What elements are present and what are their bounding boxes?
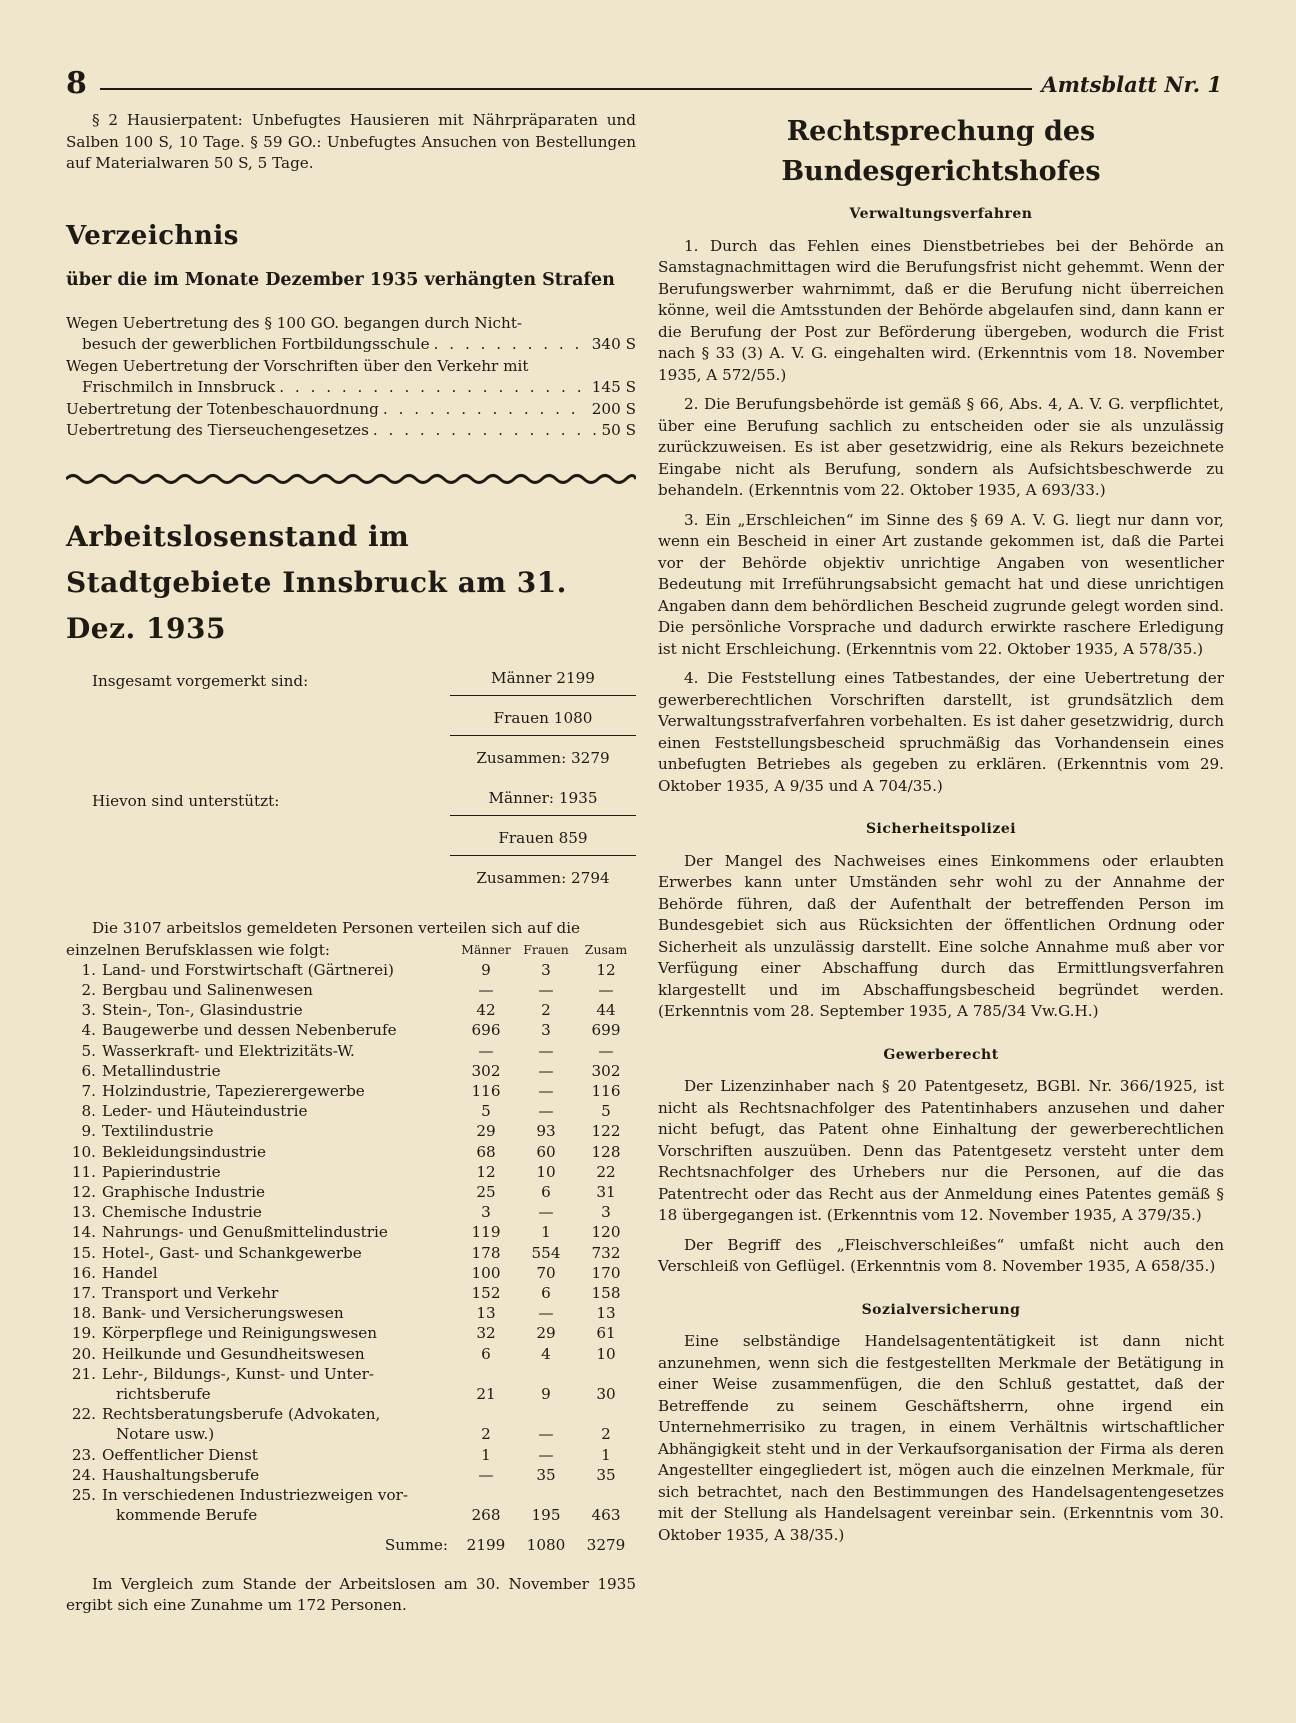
occupation-name: Chemische Industrie [102, 1203, 262, 1222]
women-value: 195 [531, 1506, 561, 1525]
table-row [66, 1081, 636, 1101]
sum-men: 2199 [466, 1536, 506, 1555]
occupation-name: Haushaltungsberufe [102, 1465, 260, 1484]
row-number: 21. [71, 1364, 96, 1383]
sum-total: 3279 [586, 1536, 626, 1555]
header-rule [100, 88, 1032, 90]
row-number: 18. [71, 1304, 96, 1323]
table-row [66, 1202, 636, 1222]
table-row [66, 1121, 636, 1141]
supported-women: Frauen 859 [450, 828, 636, 857]
table-row [66, 1384, 636, 1404]
men-value: 2 [481, 1425, 491, 1444]
men-value: 100 [471, 1263, 501, 1282]
occupation-name: Transport und Verkehr [102, 1283, 279, 1302]
supported-label: Hievon sind unterstützt: [92, 792, 280, 811]
occupation-name: Leder- und Häuteindustrie [102, 1102, 308, 1121]
total-value: 3 [601, 1203, 611, 1222]
total-value: 2 [601, 1425, 611, 1444]
table-row [66, 960, 636, 980]
row-number: 5. [81, 1041, 96, 1060]
row-number: 16. [71, 1263, 96, 1282]
table-row [66, 1263, 636, 1283]
fine-text: Uebertretung des Tierseuchengesetzes [66, 421, 369, 439]
men-value: 6 [481, 1344, 491, 1363]
women-value: 1 [541, 1223, 551, 1242]
total-value: 158 [591, 1283, 621, 1302]
total-value: 13 [596, 1304, 616, 1323]
row-number: 14. [71, 1223, 96, 1242]
row-number: 11. [71, 1162, 96, 1181]
women-value: 3 [541, 1021, 551, 1040]
occupation-name: Textilindustrie [102, 1122, 214, 1141]
women-value: 35 [536, 1465, 556, 1484]
occupation-name: Wasserkraft- und Elektrizitäts-W. [102, 1041, 355, 1060]
section-heading: Sozialversicherung [861, 1301, 1021, 1318]
total-value: 120 [591, 1223, 621, 1242]
occupation-name: Bank- und Versicherungswesen [102, 1304, 344, 1323]
unemployment-title-line2: Stadtgebiete Innsbruck am 31. Dez. 1935 [66, 566, 567, 645]
occupation-name: Stein-, Ton-, Glasindustrie [102, 1001, 303, 1020]
women-value: — [538, 1203, 554, 1222]
right-column [658, 110, 1224, 1546]
fine-value: 145 S [591, 378, 636, 396]
occupation-name-cont: richtsberufe [116, 1384, 211, 1403]
total-value: 732 [591, 1243, 621, 1262]
table-row [66, 1162, 636, 1182]
row-number: 23. [71, 1445, 96, 1464]
occupation-name: In verschiedenen Industriezweigen vor- [102, 1485, 409, 1504]
occupation-name: Bekleidungsindustrie [102, 1142, 266, 1161]
ruling-paragraph: 2. Die Berufungsbehörde ist gemäß § 66, Abs. 4, A. V. G. verpflichtet, über eine Berufung sachlich zu entscheiden oder sie als unzulässig zurückzuweisen. Es ist aber gesetzwidrig, eine als Rekurs bezeichnete Eingabe nicht als Berufung, sondern als Aufsichtsbeschwerde zu behandeln. (Erkenntnis vom 22. Oktober 1935, A 693/33.) [658, 395, 1224, 499]
fine-item [66, 313, 636, 356]
table-row [66, 1505, 636, 1525]
table-row [66, 1465, 636, 1485]
table-row [66, 1182, 636, 1202]
row-number: 9. [81, 1122, 96, 1141]
ruling-paragraph: Der Lizenzinhaber nach § 20 Patentgesetz, BGBl. Nr. 366/1925, ist nicht als Rechtsnachfolger des Patentinhabers anzusehen und daher nicht befugt, das Patent ohne Einhaltung der gewerberechtlichen Vorschriften auszuüben. Denn das Patentgesetz versteht unter dem Rechtsnachfolger des Urhebers nur die Personen, auf die das Patentrecht oder das Recht aus der Anmeldung eines Patentes gemäß § 18 übergegangen ist. (Erkenntnis vom 12. November 1935, A 379/35.) [658, 1077, 1224, 1224]
table-row [66, 1404, 636, 1424]
fines-list [66, 313, 636, 442]
row-number: 15. [71, 1243, 96, 1262]
total-value: — [598, 980, 614, 999]
table-row [66, 1424, 636, 1444]
women-value: — [538, 1102, 554, 1121]
women-value: — [538, 1304, 554, 1323]
men-value: 13 [476, 1304, 496, 1323]
women-value: — [538, 1445, 554, 1464]
total-value: 35 [596, 1465, 616, 1484]
table-row [66, 1445, 636, 1465]
fine-value: 200 S [591, 399, 636, 418]
total-value: 1 [601, 1445, 611, 1464]
row-number: 3. [81, 1001, 96, 1020]
verzeichnis-title: Verzeichnis [66, 220, 239, 251]
women-value: 60 [536, 1142, 556, 1161]
occupation-rows [66, 960, 636, 1526]
row-number: 12. [71, 1182, 96, 1201]
row-number: 13. [71, 1203, 96, 1222]
verzeichnis-subtitle: über die im Monate Dezember 1935 verhängten Strafen [66, 269, 615, 290]
fine-value: 50 S [601, 421, 636, 439]
dot-leader [434, 334, 588, 356]
men-value: 1 [481, 1445, 491, 1464]
occupation-intro-line2: einzelnen Berufsklassen wie folgt: [66, 940, 330, 959]
men-value: 152 [471, 1283, 501, 1302]
table-row [66, 1061, 636, 1081]
row-number: 17. [71, 1283, 96, 1302]
men-value: 302 [471, 1061, 501, 1080]
occupation-name: Papierindustrie [102, 1162, 221, 1181]
men-value: 68 [476, 1142, 496, 1161]
page-header [66, 66, 1222, 106]
table-row [66, 1283, 636, 1303]
fine-text: Uebertretung der Totenbeschauordnung [66, 399, 379, 418]
ruling-paragraph: Eine selbständige Handelsagententätigkeit ist dann nicht anzunehmen, wenn sich die festgestellten Merkmale der Betätigung in einer Weise zusammenfügen, die den Schluß gestattet, daß der Betreffende zu seinem Geschäftsherrn, ohne irgend ein Unternehmerrisiko zu tragen, in einem Verhältnis wirtschaftlicher Abhängigkeit steht und in der Verkaufsorganisation der Firma als deren Angestellter eingegliedert ist, mögen auch die einzelnen Merkmale, für sich betrachtet, nach den Bestimmungen des Handelsagentengesetzes mit der Stellung als Handelsagent vereinbar sein. (Erkenntnis vom 30. Oktober 1935, A 38/35.) [658, 1332, 1224, 1544]
unemployment-title-line1: Arbeitslosenstand im [66, 520, 410, 553]
sum-label: Summe: [384, 1536, 448, 1555]
men-value: — [478, 1465, 494, 1484]
row-number: 20. [71, 1344, 96, 1363]
ruling-paragraph: Der Mangel des Nachweises eines Einkommens oder erlaubten Erwerbes kann unter Umständen sehr wohl zu der Annahme der Behörde führen, daß der Aufenthalt der betreffenden Person im Bundesgebiet sich aus Rücksichten der öffentlichen Ordnung oder Sicherheit als unzulässig darstellt. Eine solche Annahme muß aber vor Verfügung einer Abschaffung durch das Ermittlungsverfahren klargestellt und im Abschaffungsbescheid begründet werden. (Erkenntnis vom 28. September 1935, A 785/34 Vw.G.H.) [658, 851, 1224, 1020]
dot-leader [383, 399, 588, 421]
total-value: 61 [596, 1324, 616, 1343]
men-value: 42 [476, 1001, 496, 1020]
row-number: 8. [81, 1102, 96, 1121]
row-number: 7. [81, 1081, 96, 1100]
women-value: — [538, 1081, 554, 1100]
men-value: 29 [476, 1122, 496, 1141]
women-value: — [538, 1041, 554, 1060]
sum-women: 1080 [526, 1536, 566, 1555]
occupation-name: Körperpflege und Reinigungswesen [102, 1324, 378, 1343]
row-number: 2. [81, 980, 96, 999]
women-value: 29 [536, 1324, 556, 1343]
total-value: 10 [596, 1344, 616, 1363]
table-row [66, 1344, 636, 1364]
sum-row [66, 1525, 636, 1555]
total-value: 44 [596, 1001, 616, 1020]
occupation-name: Land- und Forstwirtschaft (Gärtnerei) [102, 960, 394, 979]
table-row [66, 1364, 636, 1384]
total-value: 22 [596, 1162, 616, 1181]
men-value: 5 [481, 1102, 491, 1121]
men-value: 12 [476, 1162, 496, 1181]
occupation-name: Rechtsberatungsberufe (Advokaten, [102, 1405, 381, 1424]
women-value: 70 [536, 1263, 556, 1282]
row-number: 25. [71, 1485, 96, 1504]
section-heading: Verwaltungsverfahren [849, 206, 1033, 222]
women-value: 3 [541, 960, 551, 979]
total-value: 30 [596, 1384, 616, 1403]
registered-women: Frauen 1080 [450, 708, 636, 737]
women-value: 93 [536, 1122, 556, 1141]
occupation-name: Lehr-, Bildungs-, Kunst- und Unter- [102, 1364, 374, 1383]
publication-title: Amtsblatt Nr. 1 [1041, 72, 1222, 97]
intro-paragraph: § 2 Hausierpatent: Unbefugtes Hausieren mit Nährpräparaten und Salben 100 S, 10 Tage. § 59 GO.: Unbefugtes Ansuchen von Bestellungen auf Materialwaren 50 S, 5 Tage. [66, 111, 636, 172]
table-row [66, 980, 636, 1000]
dot-leader [373, 420, 598, 442]
supported-total: Zusammen: 2794 [476, 869, 610, 888]
occupation-name-cont: kommende Berufe [116, 1506, 258, 1525]
women-value: 6 [541, 1283, 551, 1302]
occupation-intro [66, 918, 636, 940]
fine-text: Frischmilch in Innsbruck [82, 378, 276, 396]
women-value: 2 [541, 1001, 551, 1020]
women-value: — [538, 980, 554, 999]
total-value: 12 [596, 960, 616, 979]
row-number: 6. [81, 1061, 96, 1080]
total-value: 128 [591, 1142, 621, 1161]
occupation-name: Baugewerbe und dessen Nebenberufe [102, 1021, 397, 1040]
table-header-row [66, 940, 636, 960]
registered-label: Insgesamt vorgemerkt sind: [92, 672, 309, 691]
men-value: 25 [476, 1182, 496, 1201]
table-row [66, 1222, 636, 1242]
total-value: 463 [591, 1506, 621, 1525]
column-header: Frauen [523, 941, 569, 957]
occupation-name: Holzindustrie, Tapezierergewerbe [102, 1081, 365, 1100]
row-number: 4. [81, 1021, 96, 1040]
table-row [66, 1000, 636, 1020]
occupation-name: Hotel-, Gast- und Schankgewerbe [102, 1243, 362, 1262]
occupation-name-cont: Notare usw.) [116, 1425, 215, 1444]
table-row [66, 1101, 636, 1121]
occupation-name: Metallindustrie [102, 1061, 221, 1080]
table-row [66, 1243, 636, 1263]
fine-item [66, 356, 636, 399]
occupation-name: Oeffentlicher Dienst [102, 1445, 258, 1464]
total-value: 116 [591, 1081, 621, 1100]
ruling-paragraph: 4. Die Feststellung eines Tatbestandes, der eine Uebertretung der gewerberechtlichen Vorschriften darstellt, ist grundsätzlich dem Verwaltungsstrafverfahren vorbehalten. Es ist daher gesetzwidrig, durch einen Feststellungsbescheid spruchmäßig das Vorhandensein eines unbefugten Betriebes als gegeben zu erklären. (Erkenntnis vom 29. Oktober 1935, A 9/35 und A 704/35.) [658, 669, 1224, 795]
women-value: 4 [541, 1344, 551, 1363]
table-row [66, 1323, 636, 1343]
fine-item [66, 420, 636, 442]
total-value: 170 [591, 1263, 621, 1282]
page-number: 8 [66, 66, 87, 101]
women-value: 6 [541, 1182, 551, 1201]
women-value: — [538, 1061, 554, 1080]
row-number: 19. [71, 1324, 96, 1343]
row-number: 24. [71, 1465, 96, 1484]
fine-text: besuch der gewerblichen Fortbildungsschule [82, 335, 430, 353]
ruling-paragraph: 1. Durch das Fehlen eines Dienstbetriebes bei der Behörde an Samstagnachmittagen wird die Berufungsfrist nicht gehemmt. Wenn der Berufungswerber wahrnimmt, daß er die Berufung nicht überreichen könne, weil die Amtsstunden der Behörde abgelaufen sind, dann kann er die Berufung der Post zur Beförderung übergeben, wodurch die Frist nach § 33 (3) A. V. G. eingehalten wird. (Erkenntnis vom 18. November 1935, A 572/55.) [658, 236, 1224, 384]
men-value: — [478, 980, 494, 999]
total-value: — [598, 1041, 614, 1060]
section-heading: Sicherheitspolizei [865, 821, 1017, 837]
closing-paragraph: Im Vergleich zum Stande der Arbeitslosen am 30. November 1935 ergibt sich eine Zunahme um 172 Personen. [66, 1574, 636, 1615]
unemployment-stats [66, 662, 636, 902]
total-value: 5 [601, 1102, 611, 1121]
men-value: 119 [471, 1223, 501, 1242]
men-value: 178 [471, 1243, 501, 1262]
table-row [66, 1020, 636, 1040]
supported-men: Männer: 1935 [450, 788, 636, 817]
total-value: 302 [591, 1061, 621, 1080]
dot-leader [279, 377, 588, 399]
column-header: Männer [461, 941, 511, 957]
table-row [66, 1041, 636, 1061]
women-value: 554 [531, 1243, 561, 1262]
table-row [66, 1303, 636, 1323]
occupation-table [66, 940, 636, 1556]
occupation-name: Nahrungs- und Genußmittelindustrie [102, 1223, 388, 1242]
men-value: 9 [481, 960, 491, 979]
men-value: 268 [471, 1506, 501, 1525]
registered-total: Zusammen: 3279 [476, 749, 610, 768]
men-value: 32 [476, 1324, 496, 1343]
men-value: 696 [471, 1021, 501, 1040]
section-heading: Gewerberecht [883, 1046, 999, 1063]
occupation-name: Handel [102, 1263, 158, 1282]
ruling-paragraph: Der Begriff des „Fleischverschleißes“ umfaßt nicht auch den Verschleiß von Geflügel. (Erkenntnis vom 8. November 1935, A 658/35.) [658, 1235, 1224, 1275]
women-value: — [538, 1425, 554, 1444]
occupation-name: Bergbau und Salinenwesen [102, 980, 313, 999]
women-value: 9 [541, 1384, 551, 1403]
row-number: 10. [71, 1142, 96, 1161]
occupation-intro-line1: Die 3107 arbeitslos gemeldeten Personen verteilen sich auf die [92, 919, 581, 937]
table-row [66, 1142, 636, 1162]
total-value: 31 [596, 1182, 616, 1201]
ruling-paragraph: 3. Ein „Erschleichen“ im Sinne des § 69 A. V. G. liegt nur dann vor, wenn ein Bescheid in einer Art zustande gekommen ist, daß die Partei vor der Behörde objektiv unrichtige Angaben von wesentlicher Bedeutung mit Irreführungsabsicht gemacht hat und diese unrichtigen Angaben dann dem behördlichen Bescheid zugrunde gelegt worden sind. Die persönliche Vorsprache und dadurch erwirkte raschere Erledigung ist nicht Erschleichung. (Erkenntnis vom 22. Oktober 1935, A 578/35.) [658, 510, 1224, 658]
row-number: 1. [81, 960, 96, 979]
women-value: 10 [536, 1162, 556, 1181]
fine-value: 340 S [591, 335, 636, 353]
fine-pre: Wegen Uebertretung des § 100 GO. begangen durch Nicht- [66, 313, 523, 332]
table-row [66, 1485, 636, 1505]
occupation-name: Heilkunde und Gesundheitswesen [102, 1344, 365, 1363]
wavy-divider [66, 472, 636, 486]
total-value: 699 [591, 1021, 621, 1040]
men-value: 116 [471, 1081, 501, 1100]
men-value: — [478, 1041, 494, 1060]
fine-item [66, 399, 636, 421]
total-value: 122 [591, 1122, 621, 1141]
left-column [66, 110, 636, 1617]
column-header: Zusam [584, 941, 628, 957]
men-value: 21 [476, 1384, 496, 1403]
men-value: 3 [481, 1203, 491, 1222]
court-rulings-title: Rechtsprechung des Bundesgerichtshofes [781, 116, 1101, 187]
fine-pre: Wegen Uebertretung der Vorschriften über den Verkehr mit [66, 356, 529, 375]
occupation-name: Graphische Industrie [102, 1182, 265, 1201]
row-number: 22. [71, 1405, 96, 1424]
registered-men: Männer 2199 [450, 668, 636, 697]
